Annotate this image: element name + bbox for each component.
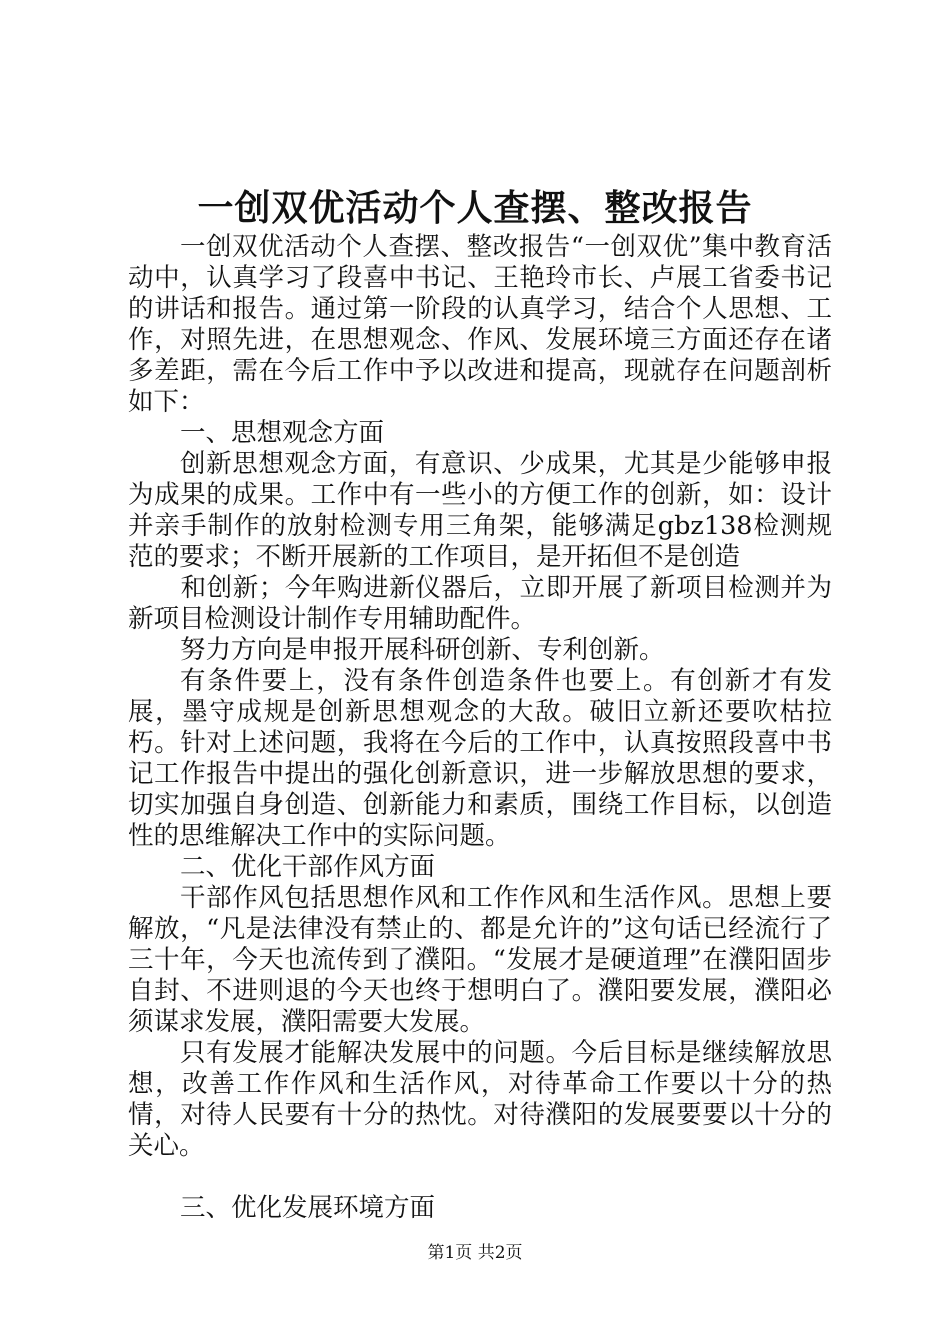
section-heading-3: 三、优化发展环境方面 [180, 1193, 436, 1223]
body-paragraph: 创新思想观念方面，有意识、少成果，尤其是少能够申报为成果的成果。工作中有一些小的方便工作的创新，如：设计并亲手制作的放射检测专用三角架，能够满足gbz138检测规范的要求；不断开展新的工作项目，是开拓但不是创造 [128, 449, 832, 572]
page-footer: 第1页 共2页 [427, 1243, 523, 1263]
document-title: 一创双优活动个人查摆、整改报告 [197, 187, 753, 229]
body-paragraph: 只有发展才能解决发展中的问题。今后目标是继续解放思想，改善工作作风和生活作风，对待革命工作要以十分的热情，对待人民要有十分的热忱。对待濮阳的发展要要以十分的关心。 [128, 1038, 832, 1161]
document-body [128, 232, 832, 1224]
intro-paragraph: 一创双优活动个人查摆、整改报告“一创双优”集中教育活动中，认真学习了段喜中书记、王艳玲市长、卢展工省委书记的讲话和报告。通过第一阶段的认真学习，结合个人思想、工作，对照先进，在思想观念、作风、发展环境三方面还存在诸多差距，需在今后工作中予以改进和提高，现就存在问题剖析如下： [128, 232, 832, 417]
body-paragraph: 努力方向是申报开展科研创新、专利创新。 [180, 635, 665, 665]
section-heading-2: 二、优化干部作风方面 [180, 852, 436, 882]
body-paragraph: 干部作风包括思想作风和工作作风和生活作风。思想上要解放，“凡是法律没有禁止的、都是允许的”这句话已经流行了三十年，今天也流传到了濮阳。“发展才是硬道理”在濮阳固步自封、不进则退的今天也终于想明白了。濮阳要发展，濮阳必须谋求发展，濮阳需要大发展。 [128, 883, 832, 1037]
section-heading-1: 一、思想观念方面 [180, 418, 385, 448]
body-paragraph-continued: 和创新；今年购进新仪器后，立即开展了新项目检测并为新项目检测设计制作专用辅助配件。 [128, 573, 832, 634]
blank-line [128, 1162, 832, 1193]
body-paragraph: 有条件要上，没有条件创造条件也要上。有创新才有发展，墨守成规是创新思想观念的大敌。破旧立新还要吹枯拉朽。针对上述问题，我将在今后的工作中，认真按照段喜中书记工作报告中提出的强化创新意识，进一步解放思想的要求，切实加强自身创造、创新能力和素质，围绕工作目标，以创造性的思维解决工作中的实际问题。 [128, 666, 832, 851]
